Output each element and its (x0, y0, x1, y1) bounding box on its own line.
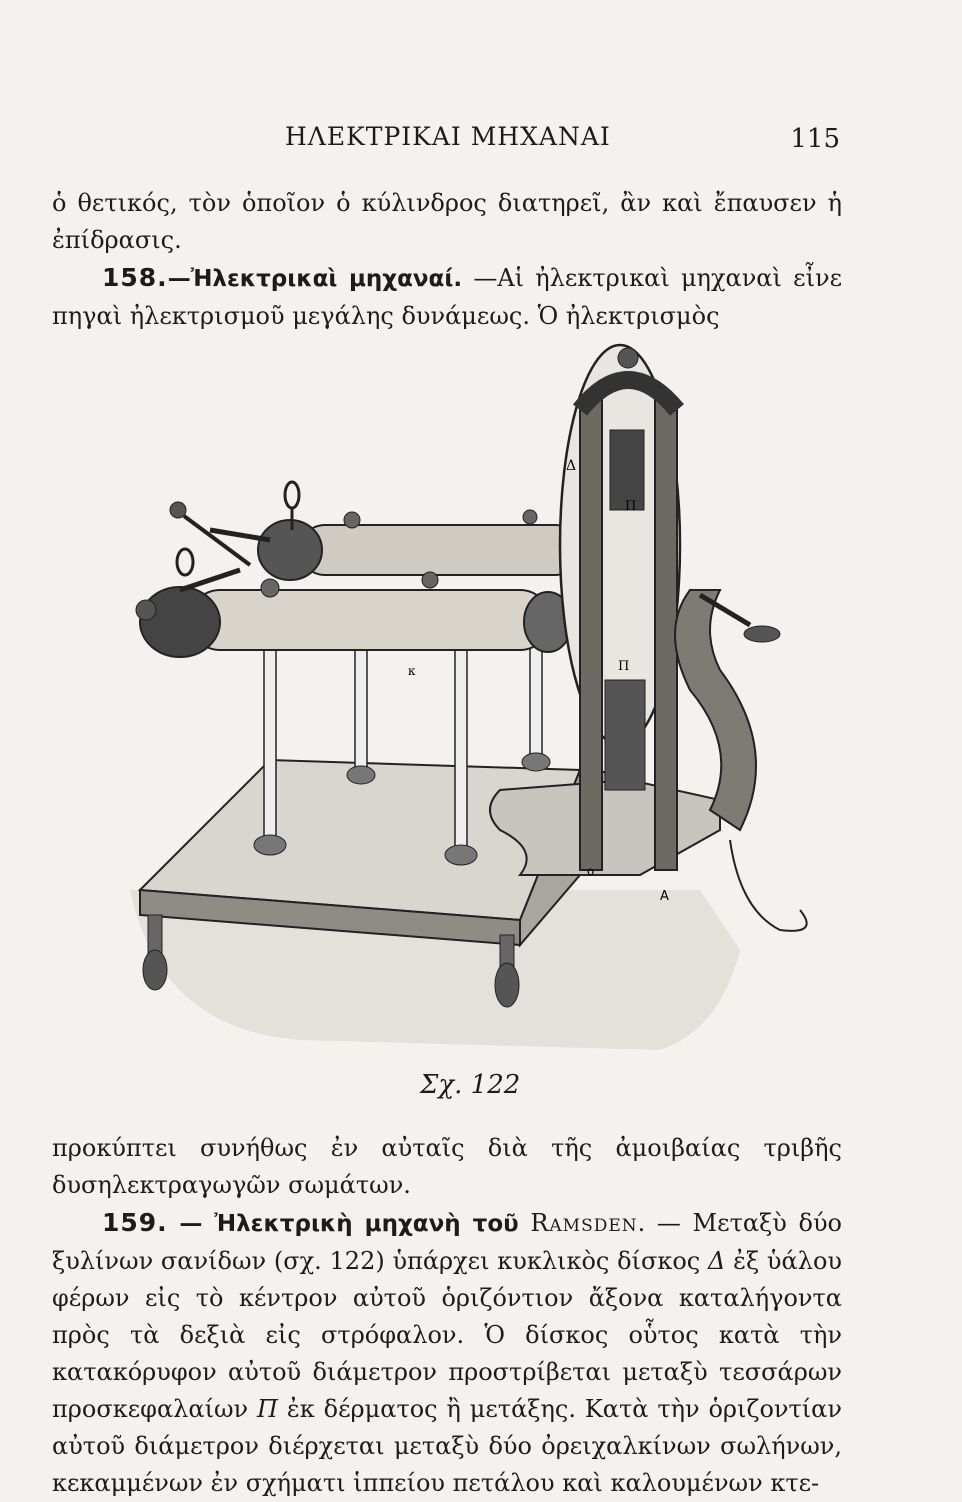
fig-label: ο (587, 864, 595, 878)
section-158 (52, 259, 842, 335)
section-number: 158. (102, 263, 168, 292)
ramsden-machine-illustration (100, 330, 860, 1060)
fig-label: Π (618, 659, 630, 674)
page-header (60, 120, 840, 160)
fig-label: Π (625, 499, 637, 514)
fig-label: κ (408, 664, 416, 678)
fig-label: Δ (566, 458, 577, 474)
variable-label: Δ (708, 1247, 726, 1275)
section-159 (52, 1204, 842, 1502)
section-number: 159. (102, 1208, 168, 1237)
section-text: ἐκ δέρματος ἢ μετάξης. Κατὰ τὴν ὁριζοντίαν αὐτοῦ διάμετρον διέρχεται μεταξὺ δύο ὀρειχαλκίνων σωλήνων, κεκαμμένων ἐν σχήματι ἱππείου πετάλου καὶ καλουμένων κτε- (52, 1395, 842, 1497)
fig-label: Α (660, 889, 669, 904)
running-title: ΗΛΕΚΤΡΙΚΑΙ ΜΗΧΑΝΑΙ (285, 122, 611, 151)
top-text-block (52, 185, 842, 335)
section-title: —Ἠλεκτρικαὶ μηχαναί. (167, 266, 463, 292)
paragraph: ὁ θετικός, τὸν ὁποῖον ὁ κύλινδρος διατηρεῖ, ἂν καὶ ἔπαυσεν ἡ ἐπίδρασις. (52, 189, 842, 254)
bottom-text-block (52, 1130, 842, 1502)
section-text: ἐξ ὑάλου φέρων εἰς τὸ κέντρον αὐτοῦ ὁριζόντιον ἄξονα καταλήγοντα πρὸς τὰ δεξιὰ εἰς στρόφαλον. Ὁ δίσκος οὗτος κατὰ τὴν κατακόρυφον αὐτοῦ διάμετρον προστρίβεται μεταξὺ τεσσάρων προσκεφαλαίων (52, 1247, 842, 1423)
section-text: —Αἱ ἠλεκτρικαὶ μηχαναὶ εἶνε πηγαὶ ἠλεκτρισμοῦ μεγάλης δυνάμεως. Ὁ ἠλεκτρισμὸς (52, 264, 842, 330)
section-text: . — Μεταξὺ δύο ξυλίνων σανίδων (σχ. 122) ὑπάρχει κυκλικὸς δίσκος (52, 1209, 842, 1275)
section-title: — Ἠλεκτρικὴ μηχανὴ τοῦ (179, 1211, 519, 1237)
section-name: Ramsden (530, 1209, 638, 1237)
figure-caption: Σχ. 122 (420, 1070, 521, 1100)
variable-label: Π (257, 1395, 278, 1423)
page-number: 115 (790, 124, 840, 154)
paragraph: προκύπτει συνήθως ἐν αὐταῖς διὰ τῆς ἀμοιβαίας τριβῆς δυσηλεκτραγωγῶν σωμάτων. (52, 1134, 842, 1199)
